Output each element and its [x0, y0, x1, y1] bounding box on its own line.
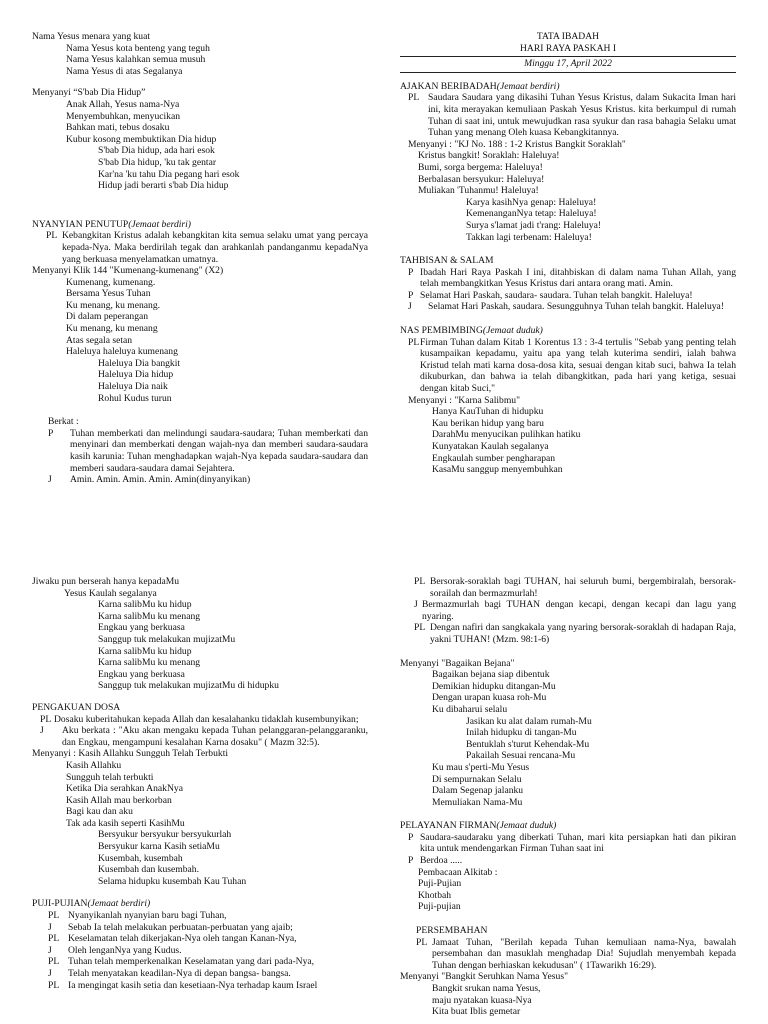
song-line: Atas segala setan	[66, 334, 133, 346]
song-line: Engkaulah sumber pengharapan	[432, 452, 556, 464]
speaker-tag: J	[48, 968, 52, 979]
list-item: Pembacaan Alkitab :	[418, 866, 498, 878]
section-heading	[32, 219, 368, 231]
song-title: Menyanyi : Kasih Allahku Sungguh Telah Terbukti	[32, 748, 229, 760]
liturgy-text: Selamat Hari Paskah, saudara. Sesungguhnya Tuhan telah bangkit. Haleluya!	[428, 301, 725, 313]
liturgy-text: Ia mengingat kasih setia dan kesetiaan-Nya terhadap kaum Israel	[68, 979, 318, 991]
song-chorus-line: Karya kasihNya genap: Haleluya!	[466, 196, 597, 208]
list-item: Puji-pujian	[418, 901, 461, 913]
song-line: Menyembuhkan, menyucikan	[66, 110, 181, 122]
section-heading	[400, 820, 736, 832]
speaker-tag: PL	[408, 336, 420, 348]
song-chorus-line: KemenanganNya tetap: Haleluya!	[466, 208, 597, 220]
song-line: Hanya KauTuhan di hidupku	[432, 406, 544, 418]
liturgy-text: Bersorak-soraklah bagi TUHAN, hai seluruh bumi, bergembiralah, bersorak- sorailah dan bermazmurlah!	[430, 576, 736, 599]
song-title: Menyanyi Klik 144 "Kumenang-kumenang" (X2)	[32, 265, 224, 277]
song-line: Karna salibMu ku menang	[98, 610, 201, 622]
song-line: Jiwaku pun berserah hanya kepadaMu	[32, 576, 180, 587]
speaker-tag: P	[408, 855, 414, 867]
bottom-left-column	[32, 576, 368, 991]
liturgy-text: Firman Tuhan dalam Kitab 1 Korentus 13 : 3-4 tertulis "Sebab yang penting telah kusampaikan kepadamu, yaitu apa yang telah kuterima sendiri, ialah bahwa Kristud telah mati karna dosa-dosa kita, sesuai dengan kitab suci, bahwa Ia telah dikuburkan, dan bahwa ia telah dibangkitkan, pada hari yang ketiga, sesuai dengan kitab Suci,"	[420, 336, 736, 395]
liturgy-row	[400, 622, 736, 645]
liturgy-row	[32, 230, 368, 265]
liturgy-text: Keselamatan telah dikerjakan-Nya oleh tangan Kanan-Nya,	[68, 933, 297, 945]
liturgy-row	[400, 855, 736, 867]
song-chorus-line: Inilah hidupku di tangan-Mu	[466, 727, 577, 739]
song-chorus-line: Haleluya Dia naik	[98, 381, 168, 393]
song-line: Bersama Yesus Tuhan	[66, 288, 151, 300]
liturgy-row	[400, 267, 736, 290]
liturgy-row	[400, 337, 736, 395]
section-note: (Jemaat berdiri)	[87, 898, 151, 910]
song-chorus-line: Hidup jadi berarti s'bab Dia hidup	[98, 180, 229, 192]
song-line: Bahkan mati, tebus dosaku	[66, 122, 170, 134]
liturgy-text: Tuhan memberkati dan melindungi saudara-saudara; Tuhan memberkati dan menyinari dan memberkati dengan wajah-nya dan memberi saudara-saudara kasih karunia: Tuhan menghadapkan wajah-Nya kepada saudara-saudara dan memberi saudara-saudara damai Sejahtera.	[70, 427, 368, 474]
song-chorus-line: Bersyukur bersyukur bersyukurlah	[98, 829, 232, 841]
song-chorus-line: Takkan lagi terbenam: Haleluya!	[466, 231, 592, 243]
song-line: Haleluya haleluya kumenang	[66, 346, 178, 358]
song-chorus-line: Pakailah Sesuai rencana-Mu	[466, 750, 576, 762]
song-line: Kasih Allah mau berkorban	[66, 794, 172, 806]
liturgy-row	[400, 92, 736, 138]
liturgy-row	[400, 290, 736, 302]
song-line: Sanggup tuk melakukan mujizatMu di hidupku	[98, 680, 279, 692]
liturgy-text: Telah menyatakan keadilan-Nya di depan bangsa- bangsa.	[68, 968, 291, 979]
list-item: Khotbah	[418, 889, 452, 901]
section-heading	[400, 325, 736, 337]
song-line: Ku mau s'perti-Mu Yesus	[432, 761, 530, 773]
top-right-column	[400, 31, 736, 476]
liturgy-text: Nyanyikanlah nyanyian baru bagi Tuhan,	[68, 910, 227, 922]
header-rule	[400, 56, 736, 57]
liturgy-row	[32, 474, 368, 486]
berkat-title: Berkat :	[48, 416, 79, 428]
section-title: TAHBISAN & SALAM	[400, 255, 494, 267]
song-title: Menyanyi "Bangkit Seruhkan Nama Yesus"	[400, 971, 568, 983]
page-bottom	[0, 512, 768, 1024]
liturgy-text: Jamaat Tuhan, "Berilah kepada Tuhan kemuliaan nama-Nya, bawalah persembahan dan masuklah menghadap Dia! Sujudlah menyembah kepada Tuhan dengan berhiaskan kekudusan" ( 1Tawarikh 16:29).	[432, 936, 736, 971]
song-line: maju nyatakan kuasa-Nya	[432, 994, 532, 1006]
liturgy-text: Saudara Saudara yang dikasihi Tuhan Yesus Kristus, dalam Sukacita Iman hari ini, kita merayakan kemuliaan Paskah Yesus Kristus. kita berkumpul di rumah Tuhan di saat ini, untuk mewujudkan rasa syukur dan rasa bahagia Selaku umat Tuhan yang menang Oleh kuasa Kebangkitannya.	[428, 92, 736, 139]
song-line: Demikian hidupku ditangan-Mu	[432, 680, 556, 692]
opening-line: Nama Yesus kalahkan semua musuh	[66, 54, 206, 66]
liturgy-row	[32, 968, 368, 980]
speaker-tag: PL	[48, 956, 60, 968]
song-line: Kita buat Iblis gemetar	[432, 1006, 521, 1018]
section-title: NYANYIAN PENUTUP	[32, 218, 129, 230]
liturgy-row	[32, 980, 368, 992]
song-line: Karna salibMu ku hidup	[98, 645, 192, 657]
speaker-tag: P	[408, 289, 414, 301]
song-line: Bumi, sorga bergema: Haleluya!	[418, 161, 543, 173]
section-title: AJAKAN BERIBADAH	[400, 80, 497, 92]
speaker-tag: PL	[46, 230, 58, 242]
song-chorus-line: Selama hidupku kusembah Kau Tuhan	[98, 875, 247, 887]
song-line: Bagaikan bejana siap dibentuk	[432, 669, 550, 681]
song-line: DarahMu menyucikan pulihkan hatiku	[432, 429, 581, 441]
section-note: (Jemaat duduk)	[482, 325, 543, 337]
song-line: Kristus bangkit! Soraklah: Haleluya!	[418, 150, 560, 162]
liturgy-row	[400, 832, 736, 855]
section-heading	[32, 898, 368, 910]
song-title: Menyanyi : "Karna Salibmu"	[408, 394, 521, 406]
liturgy-text: Ibadah Hari Raya Paskah I ini, ditahbiskan di dalam nama Tuhan Allah, yang telah membangkitkan Yesus Kristus dari antara orang mati. Amin.	[420, 266, 736, 290]
song-chorus-line: Bersyukur karna Kasih setiaMu	[98, 841, 220, 853]
song-line: Ku menang, ku menang.	[66, 299, 161, 311]
section-heading	[400, 81, 736, 93]
service-date: Minggu 17, April 2022	[524, 58, 612, 70]
speaker-tag: P	[48, 427, 54, 439]
song-line: Ketika Dia serahkan AnakNya	[66, 783, 183, 795]
top-left-column	[32, 31, 368, 486]
opening-line: Nama Yesus di atas Segalanya	[66, 65, 183, 77]
song-line: Dengan urapan kuasa roh-Mu	[432, 692, 547, 704]
song-line: Karna salibMu ku menang	[98, 657, 201, 669]
speaker-tag: J	[414, 599, 418, 611]
speaker-tag: J	[48, 944, 52, 956]
song-line: Di dalam peperangan	[66, 311, 149, 323]
liturgy-text: Oleh lenganNya yang Kudus.	[68, 944, 182, 956]
liturgy-row	[32, 933, 368, 945]
song-chorus-line: Surya s'lamat jadi t'rang: Haleluya!	[466, 219, 602, 231]
song-title: Menyanyi “S'bab Dia Hidup”	[32, 87, 146, 99]
song-line: Kasih Allahku	[66, 759, 122, 771]
song-line: Dalam Segenap jalanku	[432, 785, 524, 797]
speaker-tag: PL	[416, 936, 428, 948]
song-chorus-line: Kusembah, kusembah	[98, 852, 183, 864]
song-chorus-line: Jasikan ku alat dalam rumah-Mu	[466, 715, 592, 727]
opening-line: Nama Yesus menara yang kuat	[32, 31, 151, 42]
speaker-tag: J	[40, 725, 44, 737]
song-chorus-line: S'bab Dia hidup, ada hari esok	[98, 145, 215, 157]
song-chorus-line: Kusembah dan kusembah.	[98, 864, 199, 876]
song-line: Bagi kau dan aku	[66, 806, 133, 818]
liturgy-row	[32, 725, 368, 748]
section-note: (Jemaat berdiri)	[128, 218, 192, 230]
section-title: PELAYANAN FIRMAN	[400, 820, 497, 832]
song-line: Karna salibMu ku hidup	[98, 599, 192, 611]
speaker-tag: PL	[48, 910, 60, 922]
doc-subheader: HARI RAYA PASKAH I	[519, 42, 617, 54]
opening-line: Nama Yesus kota benteng yang teguh	[66, 42, 210, 54]
section-title: PUJI-PUJIAN	[32, 898, 88, 910]
song-title: Menyanyi : "KJ No. 188 : 1-2 Kristus Bangkit Soraklah"	[408, 138, 626, 150]
song-line: Bangkit srukan nama Yesus,	[432, 983, 541, 994]
song-chorus-line: Bentuklah s'turut Kehendak-Mu	[466, 738, 590, 750]
liturgy-row	[32, 910, 368, 922]
liturgy-text: Amin. Amin. Amin. Amin. Amin(dinyanyikan)	[70, 474, 251, 486]
liturgy-text: Berdoa .....	[420, 855, 463, 867]
section-title: PERSEMBAHAN	[416, 925, 488, 937]
section-title: PENGAKUAN DOSA	[32, 701, 121, 713]
liturgy-text: Dengan nafiri dan sangkakala yang nyaring bersorak-soraklah di hadapan Raja, yakni TUHAN! (Mzm. 98:1-6)	[430, 622, 736, 645]
song-chorus-line: Haleluya Dia hidup	[98, 369, 174, 381]
section-note: (Jemaat berdiri)	[496, 80, 560, 92]
speaker-tag: J	[408, 301, 412, 313]
liturgy-text: Tuhan telah memperkenalkan Keselamatan yang dari pada-Nya,	[68, 956, 315, 968]
liturgy-text: Selamat Hari Paskah, saudara- saudara. Tuhan telah bangkit. Haleluya!	[420, 289, 693, 301]
liturgy-text: Dosaku kuberitahukan kepada Allah dan kesalahanku tidaklah kusembunyikan;	[54, 713, 359, 725]
song-chorus-line: S'bab Dia hidup, 'ku tak gentar	[98, 156, 217, 168]
speaker-tag: P	[408, 266, 414, 278]
speaker-tag: PL	[48, 979, 60, 991]
song-title: Menyanyi "Bagaikan Bejana"	[400, 657, 515, 669]
speaker-tag: J	[48, 474, 52, 486]
section-title: NAS PEMBIMBING	[400, 325, 483, 337]
speaker-tag: PL	[408, 92, 420, 104]
list-item: Puji-Pujian	[418, 878, 462, 890]
song-line: Ku menang, ku menang	[66, 323, 158, 335]
bottom-right-column	[400, 576, 736, 1018]
song-chorus-line: Rohul Kudus turun	[98, 392, 172, 404]
liturgy-row	[32, 922, 368, 934]
liturgy-row	[400, 599, 736, 622]
liturgy-row	[32, 714, 368, 726]
speaker-tag: PL	[414, 576, 426, 587]
song-line: KasaMu sanggup menyembuhkan	[432, 464, 563, 476]
song-chorus-line: Kar'na 'ku tahu Dia pegang hari esok	[98, 168, 240, 180]
song-line: Yesus Kaulah segalanya	[64, 587, 157, 599]
song-line: Di sempurnakan Selalu	[432, 773, 522, 785]
song-line: Anak Allah, Yesus nama-Nya	[66, 98, 180, 110]
song-line: Berbalasan bersyukur: Haleluya!	[418, 173, 545, 185]
liturgy-row	[32, 945, 368, 957]
song-line: Kunyatakan Kaulah segalanya	[432, 441, 549, 452]
liturgy-text: Sebab Ia telah melakukan perbuatan-perbuatan yang ajaib;	[68, 921, 293, 933]
speaker-tag: PL	[414, 622, 426, 634]
song-line: Engkau yang berkuasa	[98, 622, 185, 634]
liturgy-row	[32, 956, 368, 968]
song-line: Kau berikan hidup yang baru	[432, 417, 544, 429]
liturgy-row	[32, 428, 368, 474]
song-line: Sungguh telah terbukti	[66, 771, 154, 783]
speaker-tag: P	[408, 831, 414, 843]
speaker-tag: PL	[40, 713, 52, 725]
liturgy-text: Bermazmurlah bagi TUHAN dengan kecapi, dengan kecapi dan lagu yang nyaring.	[422, 599, 736, 622]
song-line: Ku dibaharui selalu	[432, 703, 508, 715]
liturgy-text: Kebangkitan Kristus adalah kebangkitan kita semua selaku umat yang percaya kepada-Nya. Maka berdirilah tegak dan arahkanlah pandanganmu kepadaNya yang berkuasa menyelamatkan umatnya.	[62, 230, 368, 265]
song-line: Kumenang, kumenang.	[66, 276, 156, 288]
song-line: Memuliakan Nama-Mu	[432, 796, 523, 808]
doc-header: TATA IBADAH	[536, 31, 600, 42]
song-line: Engkau yang berkuasa	[98, 668, 185, 680]
liturgy-text: Saudara-saudaraku yang diberkati Tuhan, mari kita persiapkan hati dan pikiran kita untuk mendengarkan Firman Tuhan saat ini	[420, 831, 736, 855]
song-line: Sanggup tuk melakukan mujizatMu	[98, 633, 236, 645]
liturgy-text: Aku berkata : "Aku akan mengaku kepada Tuhan pelanggaran-pelanggaranku, dan Engkau, mengampuni kesalahan Karna dosaku" ( Mazm 32:5).	[62, 725, 368, 748]
liturgy-row	[400, 301, 736, 313]
speaker-tag: J	[48, 921, 52, 933]
song-line: Kubur kosong membuktikan Dia hidup	[66, 133, 217, 145]
liturgy-row	[400, 576, 736, 599]
liturgy-row	[400, 937, 736, 972]
speaker-tag: PL	[48, 933, 60, 945]
song-line: Muliakan 'Tuhanmu! Haleluya!	[418, 185, 539, 197]
song-line: Tak ada kasih seperti KasihMu	[66, 817, 185, 829]
section-note: (Jemaat duduk)	[496, 820, 557, 832]
song-chorus-line: Haleluya Dia bangkit	[98, 357, 181, 369]
